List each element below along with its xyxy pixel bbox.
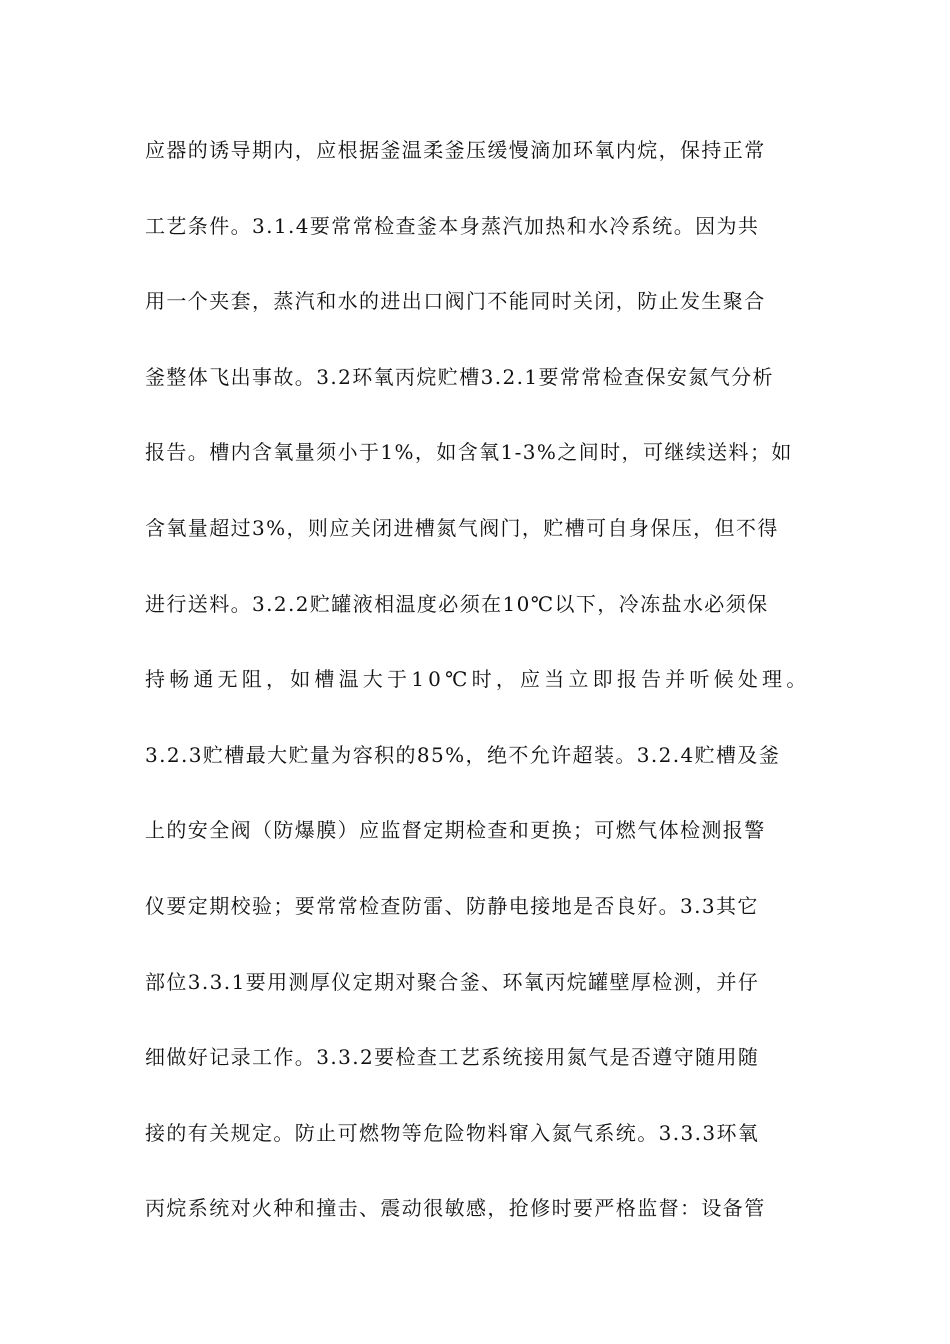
text-line-15: 丙烷系统对火种和撞击、震动很敏感，抢修时要严格监督：设备管 — [145, 1196, 766, 1221]
text-line-9: 3.2.3贮槽最大贮量为容积的85%，绝不允许超装。3.2.4贮槽及釜 — [145, 742, 781, 767]
text-line-13: 细做好记录工作。3.3.2要检查工艺系统接用氮气是否遵守随用随 — [145, 1045, 760, 1070]
text-line-1: 应器的诱导期内，应根据釜温柔釜压缓慢滴加环氧内烷，保持正常 — [145, 138, 766, 162]
text-line-8: 持畅通无阻，如槽温大于10℃时，应当立即报告并听候处理。 — [145, 667, 811, 692]
text-line-10: 上的安全阀（防爆膜）应监督定期检查和更换；可燃气体检测报警 — [145, 818, 766, 843]
body-text — [145, 130, 810, 1264]
text-line-7: 进行送料。3.2.2贮罐液相温度必须在10℃以下，冷冻盐水必须保 — [145, 591, 769, 616]
text-line-5: 报告。槽内含氧量须小于1%，如含氧1-3%之间时，可继续送料；如 — [145, 440, 793, 465]
text-line-6: 含氧量超过3%，则应关闭进槽氮气阀门，贮槽可自身保压，但不得 — [145, 515, 779, 540]
text-line-3: 用一个夹套，蒸汽和水的进出口阀门不能同时关闭，防止发生聚合 — [145, 289, 766, 314]
text-line-11: 仪要定期校验；要常常检查防雷、防静电接地是否良好。3.3其它 — [145, 893, 759, 918]
text-line-14: 接的有关规定。防止可燃物等危险物料窜入氮气系统。3.3.3环氧 — [145, 1120, 760, 1145]
text-line-2: 工艺条件。3.1.4要常常检查釜本身蒸汽加热和水冷系统。因为共 — [145, 213, 760, 238]
text-line-4: 釜整体飞出事故。3.2环氧丙烷贮槽3.2.1要常常检查保安氮气分析 — [145, 364, 774, 389]
text-line-12: 部位3.3.1要用测厚仪定期对聚合釜、环氧丙烷罐壁厚检测，并仔 — [145, 969, 760, 994]
